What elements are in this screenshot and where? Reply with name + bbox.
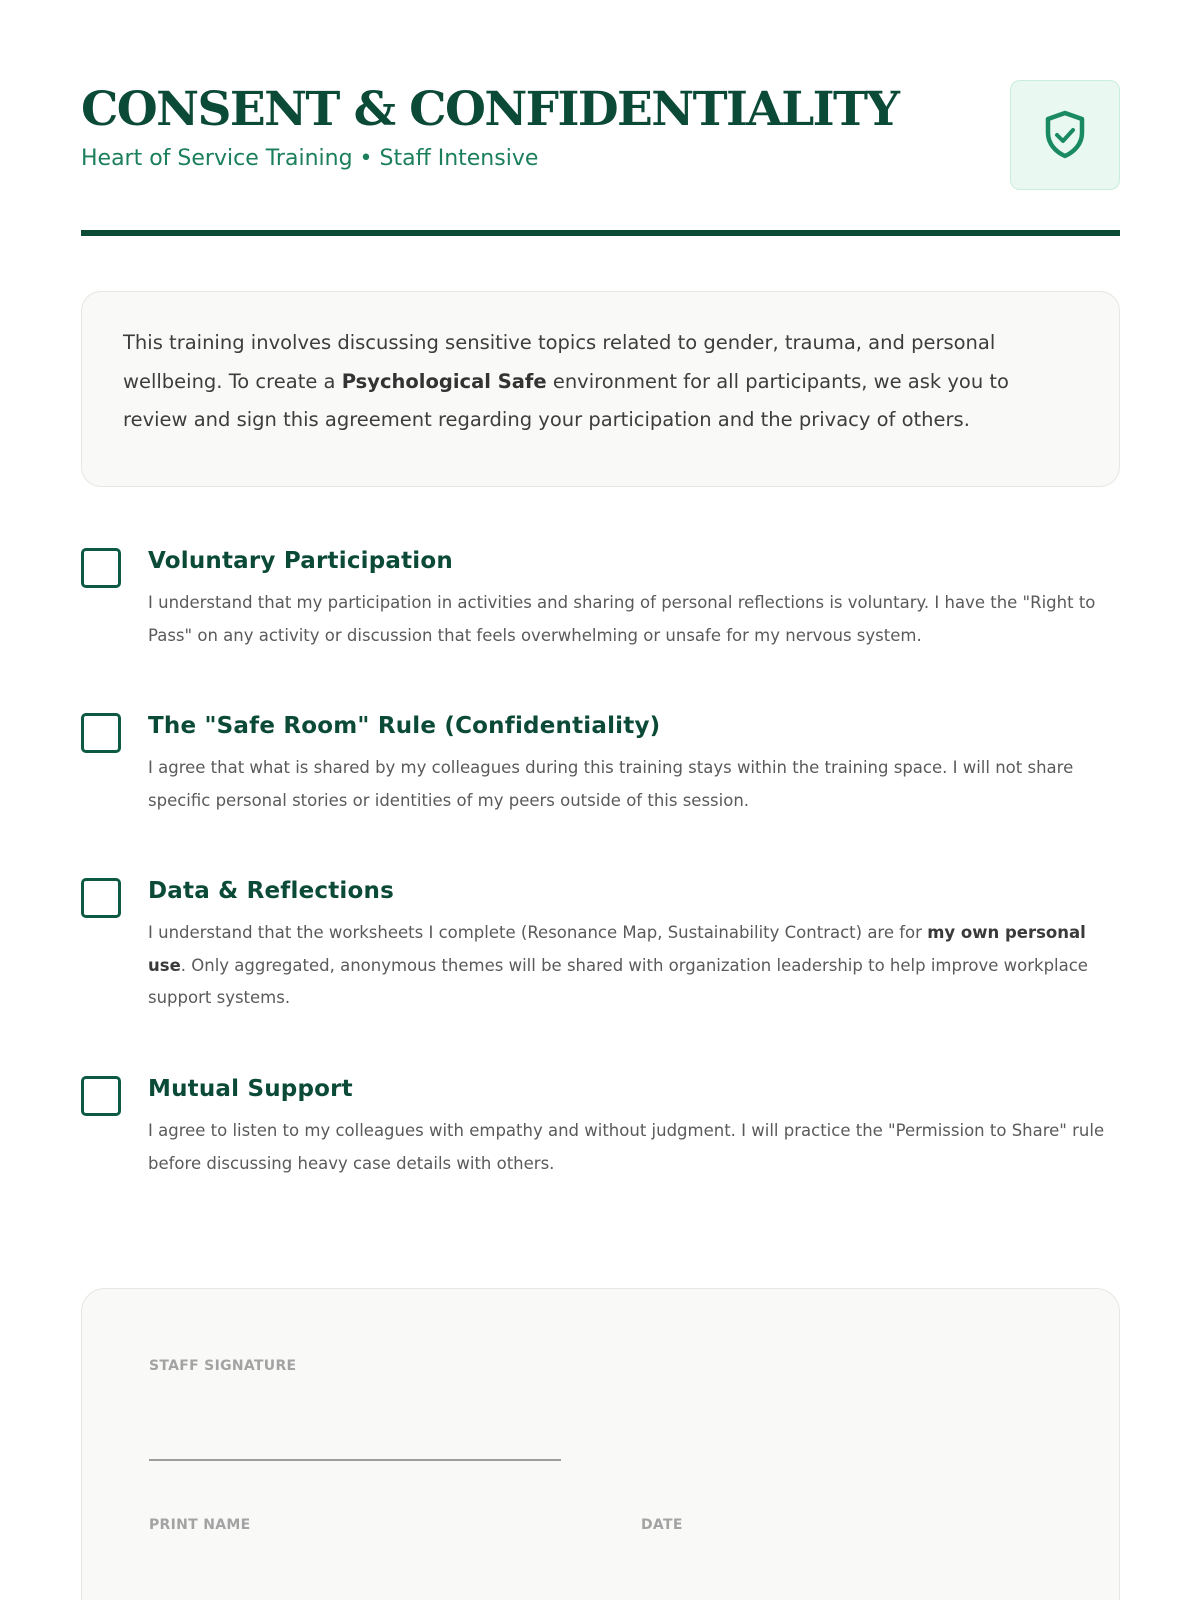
item-body-before: I understand that the worksheets I complete (Resonance Map, Sustainability Contract) are for (148, 923, 928, 942)
item-body: I agree to listen to my colleagues with empathy and without judgment. I will practice the "Permission to Share" rule before discussing heavy case details with others. (148, 1121, 1105, 1173)
date-label: DATE (641, 1517, 683, 1533)
item-body: I understand that my participation in activities and sharing of personal reflections is voluntary. I have the "Right to Pass" on any activity or discussion that feels overwhelming or unsafe for my nervous system. (148, 593, 1096, 645)
checkbox-safe-room[interactable] (81, 713, 121, 753)
consent-form (81, 0, 1120, 1600)
staff-signature-line[interactable] (149, 1459, 561, 1461)
header (81, 80, 1120, 190)
item-body: I agree that what is shared by my colleagues during this training stays within the training space. I will not share specific personal stories or identities of my peers outside of this session. (148, 758, 1074, 810)
checkbox-voluntary[interactable] (81, 548, 121, 588)
item-body-after: . Only aggregated, anonymous themes will be shared with organization leadership to help improve workplace support systems. (148, 955, 1088, 1007)
item-title: Voluntary Participation (148, 548, 453, 574)
item-title: Data & Reflections (148, 878, 394, 904)
item-title: The "Safe Room" Rule (Confidentiality) (148, 713, 661, 739)
intro-text-bold: Psychological Safe (341, 369, 547, 393)
shield-check-icon (1042, 109, 1088, 161)
header-divider (81, 230, 1120, 236)
intro-box (81, 291, 1120, 487)
item-body (148, 917, 1120, 1015)
shield-badge (1010, 80, 1120, 190)
item-body-bold: my own personal use (148, 923, 1086, 975)
checkbox-mutual-support[interactable] (81, 1076, 121, 1116)
intro-text-before: This training involves discussing sensitive topics related to gender, trauma, and personal wellbeing. To create a (123, 331, 996, 393)
print-name-label: PRINT NAME (149, 1517, 251, 1533)
item-title: Mutual Support (148, 1076, 353, 1102)
staff-signature-label: STAFF SIGNATURE (149, 1358, 297, 1374)
checkbox-data[interactable] (81, 878, 121, 918)
signature-panel (81, 1288, 1120, 1600)
page-subtitle: Heart of Service Training • Staff Intensive (81, 146, 539, 171)
intro-text-after: environment for all participants, we ask you to review and sign this agreement regarding your participation and the privacy of others. (123, 369, 1009, 431)
page-title: CONSENT & CONFIDENTIALITY (81, 82, 899, 137)
